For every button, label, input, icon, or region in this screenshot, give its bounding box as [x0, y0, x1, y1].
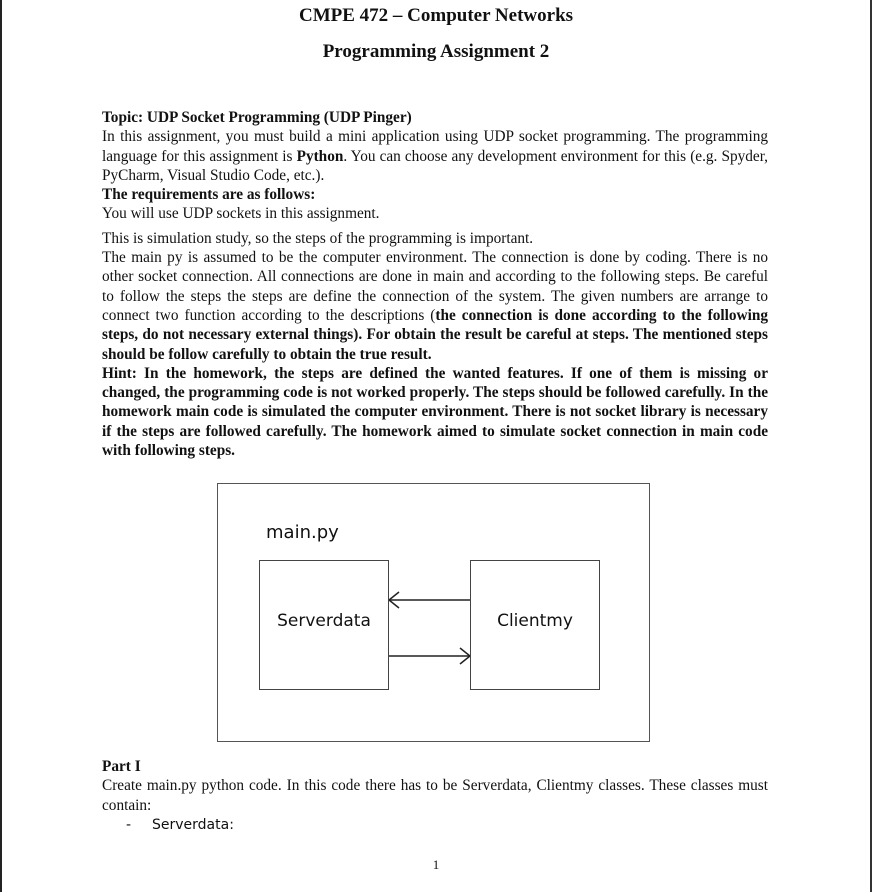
simulation-text-b: The main py is assumed to be the computer environment. The connection is done by coding. There is no other socket connection. All connections are done in main and according to the following steps. Be careful to follow the steps the steps are define the connection of the system. The given numbers are arrange to connect two function according to the descriptions ( — [102, 249, 768, 324]
part-one-text: Create main.py python code. In this code there has to be Serverdata, Clientmy classes. These classes must contain: — [102, 777, 768, 814]
serverdata-label: Serverdata — [277, 611, 371, 631]
bullet-dash: - — [126, 817, 132, 833]
bullet-item — [126, 817, 234, 833]
intro-text-a: In this assignment, you must build a mini application using UDP socket programming. The programming language for this assignment is — [102, 128, 768, 165]
simulation-paragraph — [102, 229, 768, 364]
clientmy-box — [470, 560, 600, 690]
serverdata-box — [259, 560, 389, 690]
topic-heading: Topic: UDP Socket Programming (UDP Pinger) — [102, 109, 412, 126]
simulation-text-bold: the connection is done according to the following steps, do not necessary external things). For obtain the result be careful at steps. The mentioned steps should be follow carefully to obtain the true result. — [102, 306, 769, 363]
intro-text-bold: Python — [296, 147, 344, 165]
requirements-heading: The requirements are as follows: — [102, 186, 316, 204]
requirements-line: You will use UDP sockets in this assignment. — [102, 205, 380, 223]
part-one-section — [102, 757, 768, 815]
document-subtitle: Programming Assignment 2 — [322, 41, 550, 62]
architecture-diagram — [217, 483, 650, 742]
hint-paragraph: Hint: In the homework, the steps are defined the wanted features. If one of them is missing or changed, the programming code is not worked properly. The steps should be followed carefully. In the homework main code is simulated the computer environment. There is not socket library is necessary if the steps are followed carefully. The homework aimed to simulate socket connection in main code with following steps. — [102, 364, 768, 460]
intro-section — [102, 108, 768, 460]
intro-text-b: . You can choose any development environment for this (e.g. Spyder, PyCharm, Visual Studio Code, etc.). — [102, 147, 768, 184]
page-left-edge — [0, 0, 2, 892]
simulation-text-a: This is simulation study, so the steps of the programming is important. — [102, 229, 534, 247]
bullet-label: Serverdata: — [152, 817, 234, 833]
page-number: 1 — [432, 857, 440, 872]
intro-paragraph — [102, 127, 768, 185]
main-py-label: main.py — [266, 522, 339, 543]
clientmy-label: Clientmy — [497, 611, 573, 631]
part-one-heading: Part I — [102, 758, 141, 775]
document-title: CMPE 472 – Computer Networks — [298, 5, 574, 26]
